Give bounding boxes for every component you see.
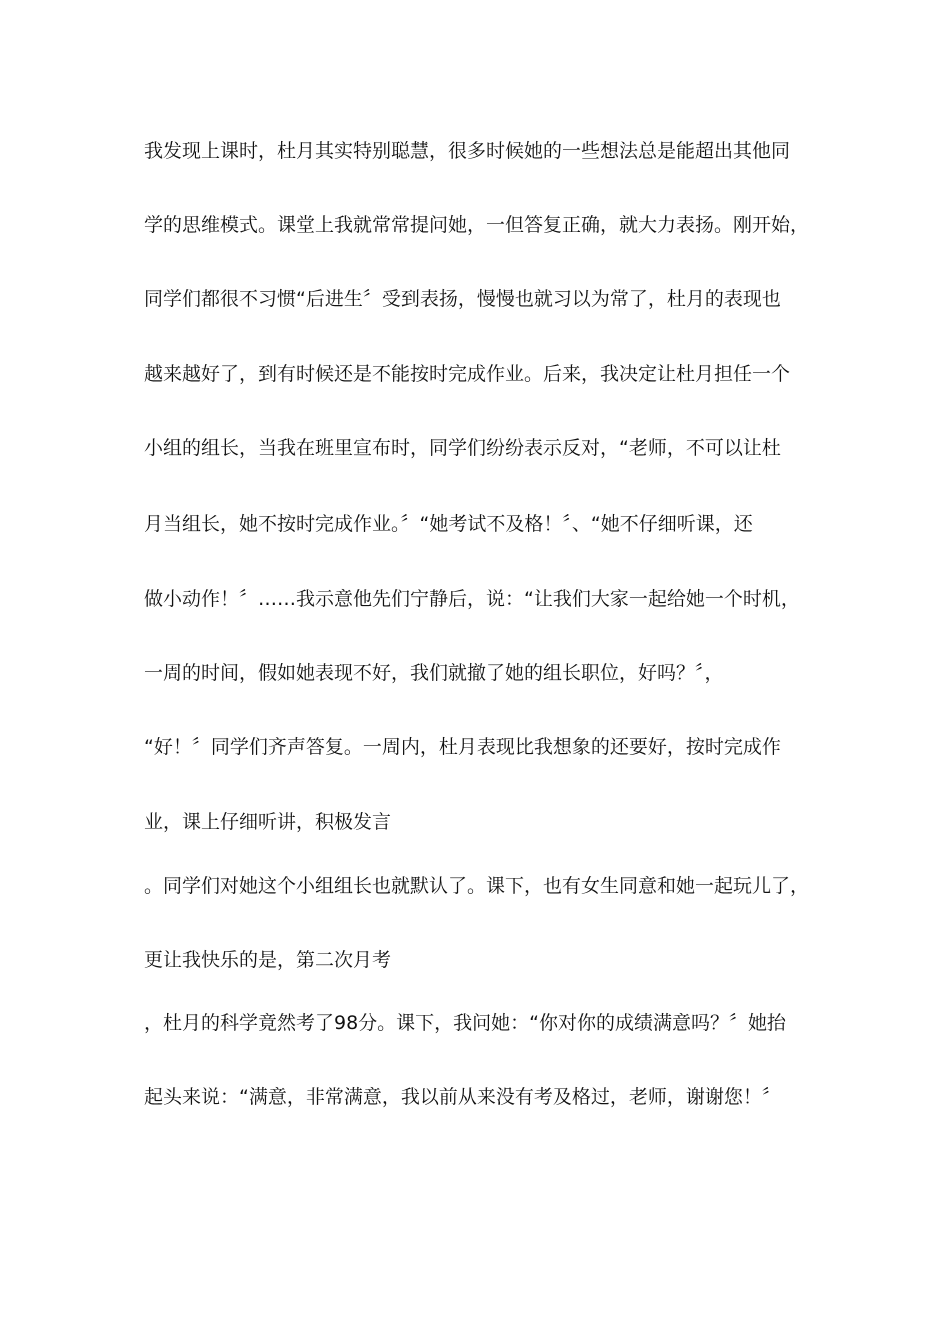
- text-line-14: 起头来说：“满意，非常满意，我以前从来没有考及格过，老师，谢谢您！〞: [144, 1086, 781, 1108]
- text-line-7: 做小动作！〞……我示意他先们宁静后，说：“让我们大家一起给她一个时机，: [144, 588, 800, 610]
- text-line-5: 小组的组长，当我在班里宣布时，同学们纷纷表示反对，“老师，不可以让杜: [144, 437, 781, 459]
- text-line-8: 一周的时间，假如她表现不好，我们就撤了她的组长职位，好吗？〞，: [144, 662, 724, 684]
- text-line-4: 越来越好了，到有时候还是不能按时完成作业。后来，我决定让杜月担任一个: [144, 363, 791, 385]
- text-line-10: 业，课上仔细听讲，积极发言: [144, 811, 392, 833]
- text-line-2: 学的思维模式。课堂上我就常常提问她，一但答复正确，就大力表扬。刚开始，: [144, 214, 810, 236]
- text-line-9: “好！〞同学们齐声答复。一周内，杜月表现比我想象的还要好，按时完成作: [144, 736, 781, 758]
- text-line-6: 月当组长，她不按时完成作业。〞“她考试不及格！〞、“她不仔细听课，还: [144, 513, 753, 535]
- text-line-13: ，杜月的科学竟然考了98分。课下，我问她：“你对你的成绩满意吗？〞她抬: [144, 1012, 787, 1034]
- text-line-3: 同学们都很不习惯“后进生〞受到表扬，慢慢也就习以为常了，杜月的表现也: [144, 288, 781, 310]
- text-line-12: 更让我快乐的是，第二次月考: [144, 949, 392, 971]
- text-line-11: 。同学们对她这个小组组长也就默认了。课下，也有女生同意和她一起玩儿了，: [144, 875, 810, 897]
- text-line-1: 我发现上课时，杜月其实特别聪慧，很多时候她的一些想法总是能超出其他同: [144, 140, 791, 162]
